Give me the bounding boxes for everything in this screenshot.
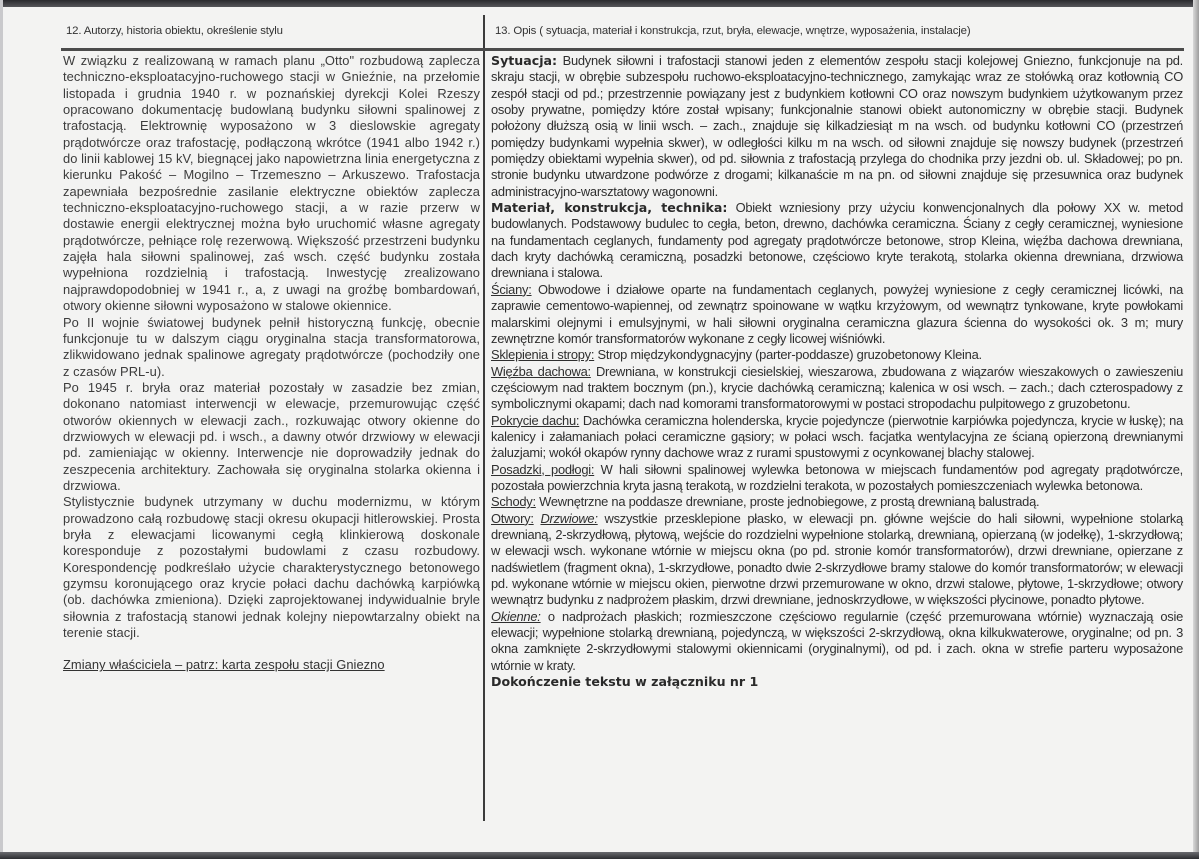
- scanner-edge-right: [1193, 0, 1199, 859]
- section-12-heading: 12. Autorzy, historia obiektu, określenie stylu: [66, 25, 283, 37]
- section-label: Schody:: [491, 494, 536, 510]
- section-sublabel: Drzwiowe:: [540, 510, 598, 526]
- section-label: Ściany:: [491, 281, 532, 297]
- section-label: Posadzki, podłogi:: [491, 461, 595, 477]
- history-paragraph: Po II wojnie światowej budynek pełnił historyczną funkcję, obecnie funkcjonuje tu w dalszym ciągu oryginalna stacja transformatorowa, zlikwidowano jednak spalinowe agregaty prądotwórcze (pochodziły one z czasów PRL-u).: [63, 314, 480, 379]
- section-text: Obwodowe i działowe oparte na fundamentach ceglanych, powyżej wyniesione z cegły ceramicznej licówki, na zaprawie cementowo-wapiennej, od zewnątrz spoinowane w wątku krzyżowym, od wewnątrz tynkowane, kryte powłokami malarskimi olejnymi i emulsyjnymi, w hali siłowni oryginalna ceramiczna glazura ścienna do wysokości ok. 3 m; mury zewnętrzne komór transformatorów wykonane z cegły licowej wiśniówki.: [491, 281, 1183, 346]
- section-label: Więźba dachowa:: [491, 363, 591, 379]
- section-roofing: [491, 413, 1183, 462]
- history-paragraph: Po 1945 r. bryła oraz materiał pozostały w zasadzie bez zmian, dokonano natomiast interwencji w elewacje, przemurowując część otworów okiennych w elewacji zach., rozkuwając otwory okienne do drzwiowych w elewacji pd. i wsch., a dawny otwór drzwiowy w elewacji pd. zamieniając w okienny. Interwencje nie doprowadziły jednak do zeszpecenia architektury. Zachowała się oryginalna stolarka okienna i drzwiowa.: [63, 379, 480, 493]
- section-text: Strop międzykondygnacyjny (parter-poddasze) gruzobetonowy Kleina.: [594, 347, 982, 363]
- scanner-edge-top: [0, 0, 1199, 7]
- history-paragraph: W związku z realizowaną w ramach planu „Otto" rozbudową zaplecza techniczno-eksploatacyjno-ruchowego stacji w Gnieźnie, na przełomie listopada i grudnia 1940 r. w poznańskiej dyrekcji Kolei Rzeszy opracowano dokumentację budowlaną budynku siłowni spalinowej z trafostacją. Elektrownię wyposażono w 3 dieslowskie agregaty prądotwórcze oraz trafostację, podłączoną wkrótce (1941 albo 1942 r.) do linii kablowej 15 kV, biegnącej jako napowietrzna linia energetyczna z kierunku Pakość – Mogilno – Trzemeszno – Arkuszewo. Trafostacja zapewniała bezpośrednie zasilanie elektryczne obiektów zaplecza techniczno-eksploatacyjno-ruchowego stacji, a w razie przerw w dostawie energii elektrycznej można było uruchomić własne agregaty prądotwórcze, pełniące rolę rezerwową. Większość przestrzeni budynku zajęła hala siłowni spalinowej, zaś wsch. część budynku została wypełniona rozdzielnią i trafostacją. Inwestycję zrealizowano najprawdopodobniej w 1941 r., a, z uwagi na groźbę bombardowań, otwory okienne siłowni wyposażono w stalowe okiennice.: [63, 53, 480, 314]
- section-walls: [491, 282, 1183, 347]
- owner-changes-link[interactable]: Zmiany właściciela – patrz: karta zespołu stacji Gniezno: [63, 657, 385, 673]
- section-roof-truss: [491, 364, 1183, 413]
- history-column: [63, 53, 480, 674]
- section-sublabel: Okienne:: [491, 608, 541, 624]
- scanner-edge-left: [0, 0, 3, 859]
- column-divider: [483, 15, 485, 821]
- section-text: Obiekt wzniesiony przy użyciu konwencjonalnych dla połowy XX w. metod budowlanych. Podstawowy budulec to cegła, beton, drewno, dachówka ceramiczna. Ściany z cegły ceramicznej, wyniesione na fundamentach ceglanych, fundamenty pod agregaty prądotwórcze betonowe, strop Kleina, więźba dachowa drewniana, dach kryty dachówką ceramiczną, posadzki betonowe, częściowo kryte terakotą, stolarka okienna drewniana, drzwiowa drewniana i stalowa.: [491, 200, 1183, 281]
- section-ceilings: [491, 347, 1183, 363]
- section-text: Budynek siłowni i trafostacji stanowi jeden z elementów zespołu stacji kolejowej Gniezno, funkcjonuje na pd. skraju stacji, w obrębie subzespołu ruchowo-eksploatacyjno-technicznego, zamykając wraz ze stołówką oraz kotłownią CO zespół stacji od pd.; przestrzennie powiązany jest z budynkiem kotłowni CO oraz nowszym budynkiem użytkowanym przez osoby prywatne, pomiędzy które został wpisany; funkcjonalnie stanowi obiekt autonomiczny w obrębie stacji. Budynek położony dłuższą osią w linii wsch. – zach., znajduje się kilkadziesiąt m na wsch. od budynku kotłowni CO (przestrzeń pomiędzy budynkami wypełnia skwer), w odległości kilku m na wsch. od siłowni znajduje się nowszy budynek (przestrzeń pomiędzy obiektami wypełnia skwer), od pd. siłownia z trafostacją przylega do chodnika przy jezdni ob. ul. Składowej; po pn. stronie budynku utwardzone podwórze z drogami; kilkanaście m na pn. od siłowni znajduje się przesuwnica oraz budynek administracyjno-warsztatowy wagonowni.: [491, 53, 1183, 199]
- section-openings-doors: [491, 511, 1183, 609]
- section-text: Dachówka ceramiczna holenderska, krycie pojedyncze (pierwotnie karpiówka pojedyncza, krycie w łuskę); na kalenicy i załamaniach połaci ceramiczne gąsiory; w połaci wsch. facjatka wentylacyjna ze ścianą opierzoną drewnianymi żaluzjami; wokół okapów rynny dachowe wraz z rurami spustowymi z ocynkowanej blachy stalowej.: [491, 412, 1183, 461]
- section-text: Wewnętrzne na poddasze drewniane, proste jednobiegowe, z prostą drewnianą balustradą.: [535, 494, 1040, 510]
- section-label: Materiał, konstrukcja, technika:: [491, 200, 728, 216]
- section-text: o nadprożach płaskich; rozmieszczone częściowo regularnie (część przemurowana wtórnie) wyznaczają osie elewacji; wypełnione stolarką drewnianą, pojedynczą, w większości 2-skrzydłową, okna kilkukwaterowe, oryginalne; od pn. 3 okna zamknięte 2-skrzydłowymi stalowymi okiennicami (oryginalnymi), od pd. i zach. okna w strefie parteru wyposażone wtórnie w kraty.: [491, 608, 1183, 673]
- style-paragraph: Stylistycznie budynek utrzymany w duchu modernizmu, w którym prowadzono całą rozbudowę stacji okresu okupacji hitlerowskiej. Prosta bryła z elewacjami licowanymi cegłą klinkierową doskonale koresponduje z pozostałymi budowlami z czasu rozbudowy. Korespondencję podkreślało użycie charakterystycznego betonowego gzymsu koronującego oraz krycie połaci dachu dachówką karpiówką (ob. dachówka zmieniona). Dzięki zaprojektowanej indywidualnie bryle siłownia z trafostacją stanowi jednak kolejny niepowtarzalny obiekt na terenie stacji.: [63, 494, 480, 641]
- section-text: W hali siłowni spalinowej wylewka betonowa w miejscach fundamentów pod agregaty prądotwórcze, pozostała powierzchnia kryta jasną terakotą, w rozdzielni terakota, w pozostałych pomieszczeniach wylewka betonowa.: [491, 461, 1183, 493]
- section-label: Sklepienia i stropy:: [491, 347, 595, 363]
- section-label: Otwory:: [491, 510, 534, 526]
- continuation-note: Dokończenie tekstu w załączniku nr 1: [491, 674, 759, 690]
- section-material: [491, 200, 1183, 282]
- section-stairs: [491, 494, 1183, 510]
- section-label: Sytuacja:: [491, 53, 558, 68]
- scanner-edge-bottom: [0, 852, 1199, 859]
- section-situation: [491, 53, 1183, 200]
- header-rule: [61, 48, 1184, 51]
- description-column: [491, 53, 1183, 690]
- section-openings-windows: [491, 609, 1183, 674]
- section-13-heading: 13. Opis ( sytuacja, materiał i konstrukcja, rzut, bryła, elewacje, wnętrze, wyposażenia, instalacje): [495, 25, 971, 37]
- section-floors: [491, 462, 1183, 495]
- section-label: Pokrycie dachu:: [491, 412, 580, 428]
- section-text: Drewniana, w konstrukcji ciesielskiej, wieszarowa, zbudowana z wiązarów wieszakowych o zawieszeniu częściowym nad traktem bocznym (pn.), krycie dachówką ceramiczną; kalenica w osi wsch. – zach.; dach czterospadowy z symbolicznymi okapami; dach nad komorami transformatorowymi w postaci stropodachu pulpitowego z gruzobetonu.: [491, 363, 1183, 412]
- section-text: wszystkie przesklepione płasko, w elewacji pn. główne wejście do hali siłowni, wypełnione stolarką drewnianą, 2-skrzydłową, płytową, wejście do rozdzielni wypełnione stolarką, drewnianą, opierzaną (w jodełkę), 1-skrzydłową; w elewacji wsch. wykonane wtórnie w miejscu okna (po pd. stronie komór transformatorów), drzwi drewniane, opierzane z nadświetlem (fragment okna), 1-skrzydłowe, ponadto dwie 2-skrzydłowe bramy stalowe do komór transformatorów; w elewacji pd. wykonane wtórnie w miejscu okien, pierwotne drzwi przemurowane w okno, drzwi stalowe, płytowe, 1-skrzydłowe; otwory wewnątrz budynku z nadprożem płaskim, drzwi drewniane, jednoskrzydłowe, w większości płycinowe, ponadto płytowe.: [491, 510, 1183, 608]
